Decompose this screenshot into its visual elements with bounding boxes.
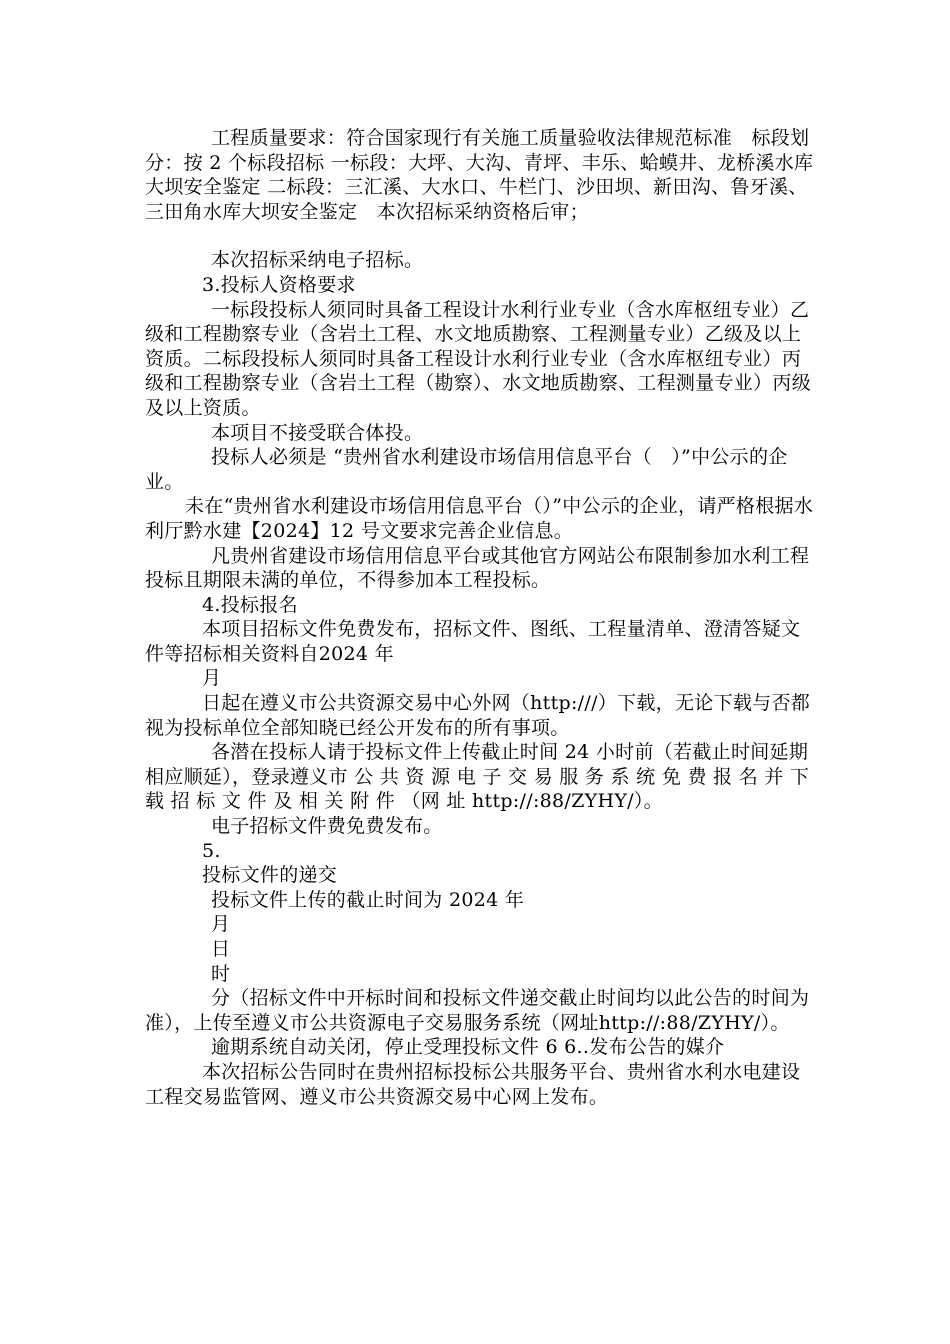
paragraph-overdue: 逾期系统自动关闭，停止受理投标文件 6 6..发布公告的媒介	[211, 1036, 725, 1059]
paragraph-quality-requirements: 工程质量要求：符合国家现行有关施工质量验收法律规范标准 标段划分：按 2 个标段招标 一标段：大坪、大沟、青坪、丰乐、蛤蟆井、龙桥溪水库大坝安全鉴定 二标段：三汇溪、大水口、牛栏门、沙田坝、新田沟、鲁牙溪、三田角水库大坝安全鉴定 本次招标采纳资格后审；	[145, 127, 814, 223]
paragraph-free-documents: 本项目招标文件免费发布，招标文件、图纸、工程量清单、澄清答疑文件等招标相关资料自2024 年	[145, 618, 801, 665]
paragraph-deadline-hour: 时	[211, 962, 231, 985]
paragraph-deadline-day: 日	[211, 938, 231, 960]
paragraph-deadline-month: 月	[211, 913, 231, 936]
document-body	[145, 126, 815, 1109]
blank-line	[145, 224, 815, 248]
heading-bidder-qualification: 3.投标人资格要求	[202, 273, 356, 296]
paragraph-download: 日起在遵义市公共资源交易中心外网（http:///）下载，无论下载与否都视为投标单位全部知晓已经公开发布的所有事项。	[145, 692, 811, 739]
heading-section-5-number: 5.	[202, 839, 221, 862]
paragraph-publication-media: 本次招标公告同时在贵州招标投标公共服务平台、贵州省水利水电建设工程交易监管网、遵义市公共资源交易中心网上发布。	[145, 1060, 801, 1108]
paragraph-not-listed: 未在“贵州省水利建设市场信用信息平台（）”中公示的企业，请严格根据水利厅黔水建【2024】12 号文要求完善企业信息。	[145, 495, 814, 542]
paragraph-qualification-details: 一标段投标人须同时具备工程设计水利行业专业（含水库枢纽专业）乙级和工程勘察专业（含岩土工程、水文地质勘察、工程测量专业）乙级及以上资质。二标段投标人须同时具备工程设计水利行业专业（含水库枢纽专业）丙级和工程勘察专业（含岩土工程（勘察）、水文地质勘察、工程测量专业）丙级及以上资质。	[145, 298, 812, 419]
paragraph-restricted-units: 凡贵州省建设市场信用信息平台或其他官方网站公布限制参加水利工程投标且期限未满的单位，不得参加本工程投标。	[145, 544, 810, 592]
paragraph-deadline-minute: 分（招标文件中开标时间和投标文件递交截止时间均以此公告的时间为准），上传至遵义市公共资源电子交易服务系统（网址http://:88/ZYHY/）。	[145, 987, 810, 1034]
heading-submission: 投标文件的递交	[202, 864, 338, 887]
paragraph-deadline: 投标文件上传的截止时间为 2024 年	[211, 888, 525, 911]
heading-registration: 4.投标报名	[202, 593, 298, 616]
paragraph-credit-platform: 投标人必须是 “贵州省水利建设市场信用信息平台（ ）”中公示的企业。	[145, 446, 788, 493]
paragraph-month: 月	[202, 667, 222, 690]
paragraph-electronic-bidding: 本次招标采纳电子招标。	[211, 249, 424, 272]
paragraph-no-consortium: 本项目不接受联合体投。	[211, 421, 424, 444]
paragraph-register-system: 各潜在投标人请于投标文件上传截止时间 24 小时前（若截止时间延期相应顺延），登录遵义市 公 共 资 源 电 子 交 易 服 务 系 统 免 费 报 名 并 下 载 招 标 文 件 及 相 关 附 件 （网 址 http://:88/ZYHY/）。	[145, 741, 810, 813]
paragraph-fee: 电子招标文件费免费发布。	[211, 815, 443, 838]
